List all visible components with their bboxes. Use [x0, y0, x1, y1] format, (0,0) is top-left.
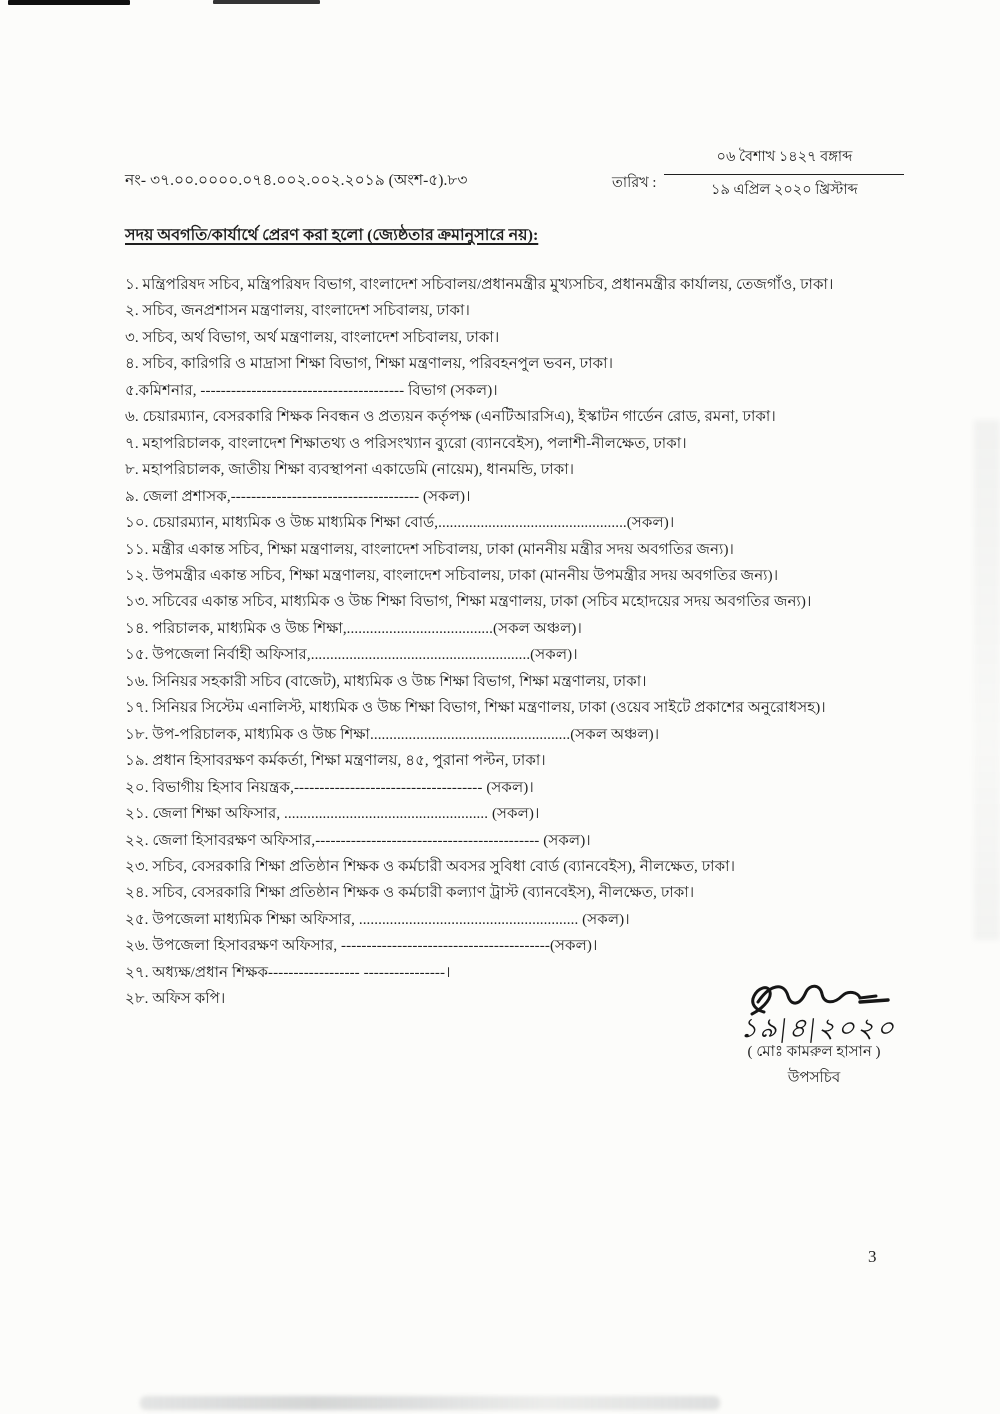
date-gregorian: ১৯ এপ্রিল ২০২০ খ্রিস্টাব্দ — [711, 182, 858, 198]
list-item: ১৪. পরিচালক, মাধ্যমিক ও উচ্চ শিক্ষা,......................................(সকল অঞ্চল)। — [125, 620, 582, 637]
list-item: ১. মন্ত্রিপরিষদ সচিব, মন্ত্রিপরিষদ বিভাগ, বাংলাদেশ সচিবালয়/প্রধানমন্ত্রীর মুখ্যসচিব, প্রধানমন্ত্রীর কার্যালয়, তেজগাঁও, ঢাকা। — [125, 277, 834, 293]
signatory-designation: উপসচিব — [787, 1070, 841, 1086]
list-item: ১০. চেয়ারম্যান, মাধ্যমিক ও উচ্চ মাধ্যমিক শিক্ষা বোর্ড,.................................................(সকল)। — [125, 515, 675, 532]
list-item: ২০. বিভাগীয় হিসাব নিয়ন্ত্রক,------------------------------------- (সকল)। — [125, 779, 534, 796]
date-bangla: ০৬ বৈশাখ ১৪২৭ বঙ্গাব্দ — [664, 146, 904, 175]
scan-artifact-top-center — [213, 0, 320, 4]
list-item: ৫.কমিশনার, ---------------------------------------- বিভাগ (সকল)। — [125, 382, 498, 399]
list-item: ৩. সচিব, অর্থ বিভাগ, অর্থ মন্ত্রণালয়, বাংলাদেশ সচিবালয়, ঢাকা। — [125, 329, 500, 346]
distribution-heading: সদয় অবগতি/কার্যার্থে প্রেরণ করা হলো (জ্যেষ্ঠতার ক্রমানুসারে নয়): — [125, 227, 539, 244]
date-stack — [664, 146, 904, 203]
signatory-name: ( মোঃ কামরুল হাসান ) — [747, 1044, 881, 1060]
list-item: ১৯. প্রধান হিসাবরক্ষণ কর্মকর্তা, শিক্ষা মন্ত্রণালয়, ৪৫, পুরানা পল্টন, ঢাকা। — [125, 753, 546, 770]
list-item: ২৫. উপজেলা মাধ্যমিক শিক্ষা অফিসার, ......................................................... (সকল)। — [125, 911, 630, 928]
list-item: ১৬. সিনিয়র সহকারী সচিব (বাজেট), মাধ্যমিক ও উচ্চ শিক্ষা বিভাগ, শিক্ষা মন্ত্রণালয়, ঢাকা। — [125, 673, 647, 690]
list-item: ২৪. সচিব, বেসরকারি শিক্ষা প্রতিষ্ঠান শিক্ষক ও কর্মচারী কল্যাণ ট্রাস্ট (ব্যানবেইস), নীলক্ষেত, ঢাকা। — [125, 885, 695, 902]
distribution-list — [125, 272, 833, 1013]
date-label: তারিখ : — [612, 174, 657, 191]
page-number: 3 — [868, 1247, 877, 1266]
list-item: ২২. জেলা হিসাবরক্ষণ অফিসার,-------------------------------------------- (সকল)। — [125, 832, 591, 849]
list-item: ২৮. অফিস কপি। — [125, 991, 226, 1008]
list-item: ৭. মহাপরিচালক, বাংলাদেশ শিক্ষাতথ্য ও পরিসংখ্যান ব্যুরো (ব্যানবেইস), পলাশী-নীলক্ষেত, ঢাকা। — [125, 435, 687, 452]
list-item: ২. সচিব, জনপ্রশাসন মন্ত্রণালয়, বাংলাদেশ সচিবালয়, ঢাকা। — [125, 303, 470, 320]
list-item: ২১. জেলা শিক্ষা অফিসার, ..................................................... (সকল)। — [125, 806, 540, 823]
list-item: ৯. জেলা প্রশাসক,------------------------------------- (সকল)। — [125, 488, 471, 505]
list-item: ১৭. সিনিয়র সিস্টেম এনালিস্ট, মাধ্যমিক ও উচ্চ শিক্ষা বিভাগ, শিক্ষা মন্ত্রণালয়, ঢাকা (ওয়েব সাইটে প্রকাশের অনুরোধসহ)। — [125, 700, 826, 717]
scan-artifact-bottom — [140, 1396, 720, 1410]
scan-artifact-top-left — [8, 0, 130, 5]
scan-artifact-right — [974, 420, 1000, 940]
list-item: ৮. মহাপরিচালক, জাতীয় শিক্ষা ব্যবস্থাপনা একাডেমি (নায়েম), ধানমন্ডি, ঢাকা। — [125, 462, 575, 479]
list-item: ১৩. সচিবের একান্ত সচিব, মাধ্যমিক ও উচ্চ শিক্ষা বিভাগ, শিক্ষা মন্ত্রণালয়, ঢাকা (সচিব মহোদয়ের সদয় অবগতির জন্য)। — [125, 594, 812, 611]
list-item: ২৭. অধ্যক্ষ/প্রধান শিক্ষক------------------ ----------------। — [125, 964, 451, 981]
list-item: ১২. উপমন্ত্রীর একান্ত সচিব, শিক্ষা মন্ত্রণালয়, বাংলাদেশ সচিবালয়, ঢাকা (মাননীয় উপমন্ত্রীর সদয় অবগতির জন্য)। — [125, 567, 779, 584]
list-item: ১৮. উপ-পরিচালক, মাধ্যমিক ও উচ্চ শিক্ষা....................................................(সকল অঞ্চল)। — [125, 726, 660, 743]
signature-handwritten-date: ১৯|৪|২০২০ — [738, 1013, 898, 1043]
date-block — [612, 146, 904, 203]
list-item: ৬. চেয়ারম্যান, বেসরকারি শিক্ষক নিবন্ধন ও প্রত্যয়ন কর্তৃপক্ষ (এনটিআরসিএ), ইস্কাটন গার্ডেন রোড, রমনা, ঢাকা। — [125, 409, 776, 426]
list-item: ১৫. উপজেলা নির্বাহী অফিসার,.........................................................(সকল)। — [125, 647, 578, 664]
list-item: ২৩. সচিব, বেসরকারি শিক্ষা প্রতিষ্ঠান শিক্ষক ও কর্মচারী অবসর সুবিধা বোর্ড (ব্যানবেইস), নীলক্ষেত, ঢাকা। — [125, 858, 736, 875]
list-item: ৪. সচিব, কারিগরি ও মাদ্রাসা শিক্ষা বিভাগ, শিক্ষা মন্ত্রণালয়, পরিবহনপুল ভবন, ঢাকা। — [125, 356, 614, 373]
memo-number: নং- ৩৭.০০.০০০০.০৭৪.০০২.০০২.২০১৯ (অংশ-৫).৮৩ — [125, 172, 468, 189]
list-item: ১১. মন্ত্রীর একান্ত সচিব, শিক্ষা মন্ত্রণালয়, বাংলাদেশ সচিবালয়, ঢাকা (মাননীয় মন্ত্রীর সদয় অবগতির জন্য)। — [125, 541, 735, 558]
list-item: ২৬. উপজেলা হিসাবরক্ষণ অফিসার, -----------------------------------------(সকল)। — [125, 938, 598, 955]
